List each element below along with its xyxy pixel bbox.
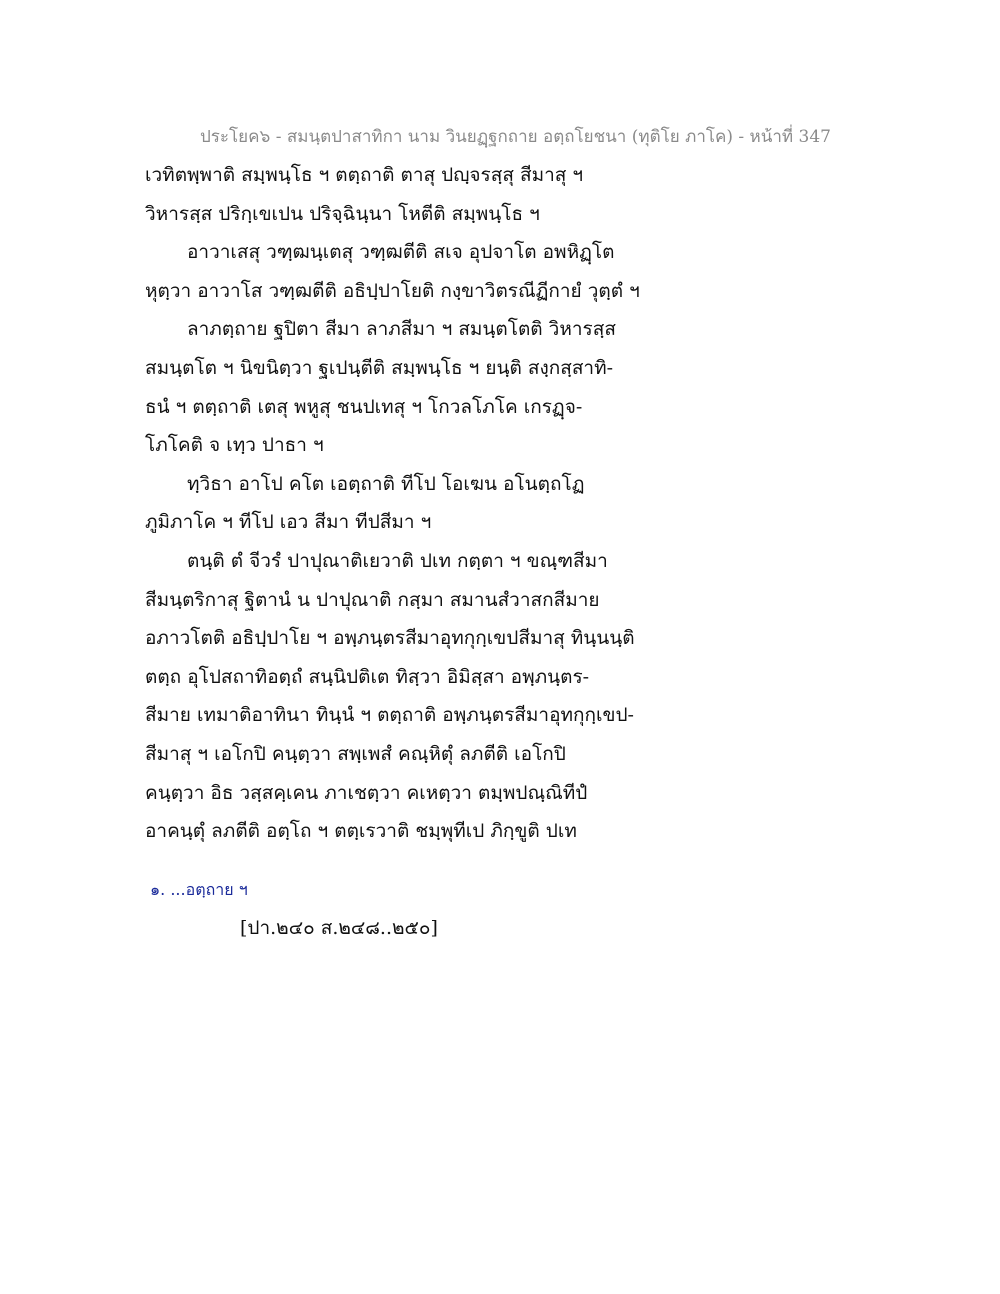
text-line: คนฺตฺวา อิธ วสฺสคฺเคน ภาเชตฺวา คเหตฺวา ตมฺพปณฺณิทีปํ (145, 781, 588, 804)
page-header: ประโยค๖ - สมนฺตปาสาทิกา นาม วินยฏฺฐกถาย อตฺถโยชนา (ทุติโย ภาโค) - หน้าที่ 347 (200, 127, 831, 147)
text-line: วิหารสฺส ปริกฺเขเปน ปริจฺฉินฺนา โหตีติ สมฺพนฺโธ ฯ (145, 202, 540, 225)
text-line: สีมนฺตริกาสุ ฐิตานํ น ปาปุณาติ กสฺมา สมานสํวาสกสีมาย (145, 588, 600, 611)
text-line: ภูมิภาโค ฯ ทีโป เอว สีมา ทีปสีมา ฯ (145, 511, 432, 534)
text-line: ธนํ ฯ ตตฺถาติ เตสุ พหูสุ ชนปเทสุ ฯ โกวลโภโค เกรฏฺจ- (145, 395, 583, 418)
text-line: เวทิตพฺพาติ สมฺพนฺโธ ฯ ตตฺถาติ ตาสุ ปญฺจรสฺสุ สีมาสุ ฯ (145, 164, 584, 186)
text-line: อาคนฺตุํ ลภตีติ อตฺโถ ฯ ตตฺเรวาติ ชมฺพุทีเป ภิกฺขูติ ปเท (145, 820, 577, 843)
text-line-paragraph-start: ตนฺติ ตํ จีวรํ ปาปุณาติเยวาติ ปเท กตฺตา ฯ ขณฺฑสีมา (187, 549, 608, 572)
text-line: ตตฺถ อุโปสถาทิอตฺถํ สนฺนิปติเต ทิสฺวา อิมิสฺสา อพฺภนฺตร- (145, 665, 590, 688)
text-line: หุตฺวา อาวาโส วฑฺฒตีติ อธิปฺปาโยติ กงฺขาวิตรณีฏีกายํ วุตฺตํ ฯ (145, 279, 640, 302)
text-line: อภาวโตติ อธิปฺปาโย ฯ อพฺภนฺตรสีมาอุทกุกฺเขปสีมาสุ ทินฺนนฺติ (145, 627, 635, 650)
text-line-paragraph-start: ทฺวิธา อาโป คโต เอตฺถาติ ทีโป โอเฆน อโนตฺถโฏ (187, 472, 585, 495)
text-line: สมนฺตโต ฯ นิขนิตฺวา ฐเปนฺตีติ สมฺพนฺโธ ฯ ยนฺติ สงฺกสฺสาทิ- (145, 356, 614, 379)
body-text (145, 160, 705, 855)
page-reference: [ปา.๒๔๐ ส.๒๔๘..๒๕๐] (240, 917, 438, 939)
text-line: สีมาย เทมาติอาทินา ทินฺนํ ฯ ตตฺถาติ อพฺภนฺตรสีมาอุทกุกฺเขป- (145, 704, 634, 727)
text-line-paragraph-start: ลาภตฺถาย ฐปิตา สีมา ลาภสีมา ฯ สมนฺตโตติ วิหารสฺส (187, 318, 616, 341)
text-line: โภโคติ จ เทฺว ปาธา ฯ (145, 434, 324, 457)
text-line: สีมาสุ ฯ เอโกปิ คนฺตฺวา สพฺเพสํ คณฺหิตุํ ลภตีติ เอโกปิ (145, 742, 566, 765)
footnote: ๑. ...อตฺถาย ฯ (150, 880, 248, 899)
text-line-paragraph-start: อาวาเสสุ วฑฺฒนฺเตสุ วฑฺฒตีติ สเจ อุปจาโต อพหิฏฺโต (187, 241, 615, 264)
